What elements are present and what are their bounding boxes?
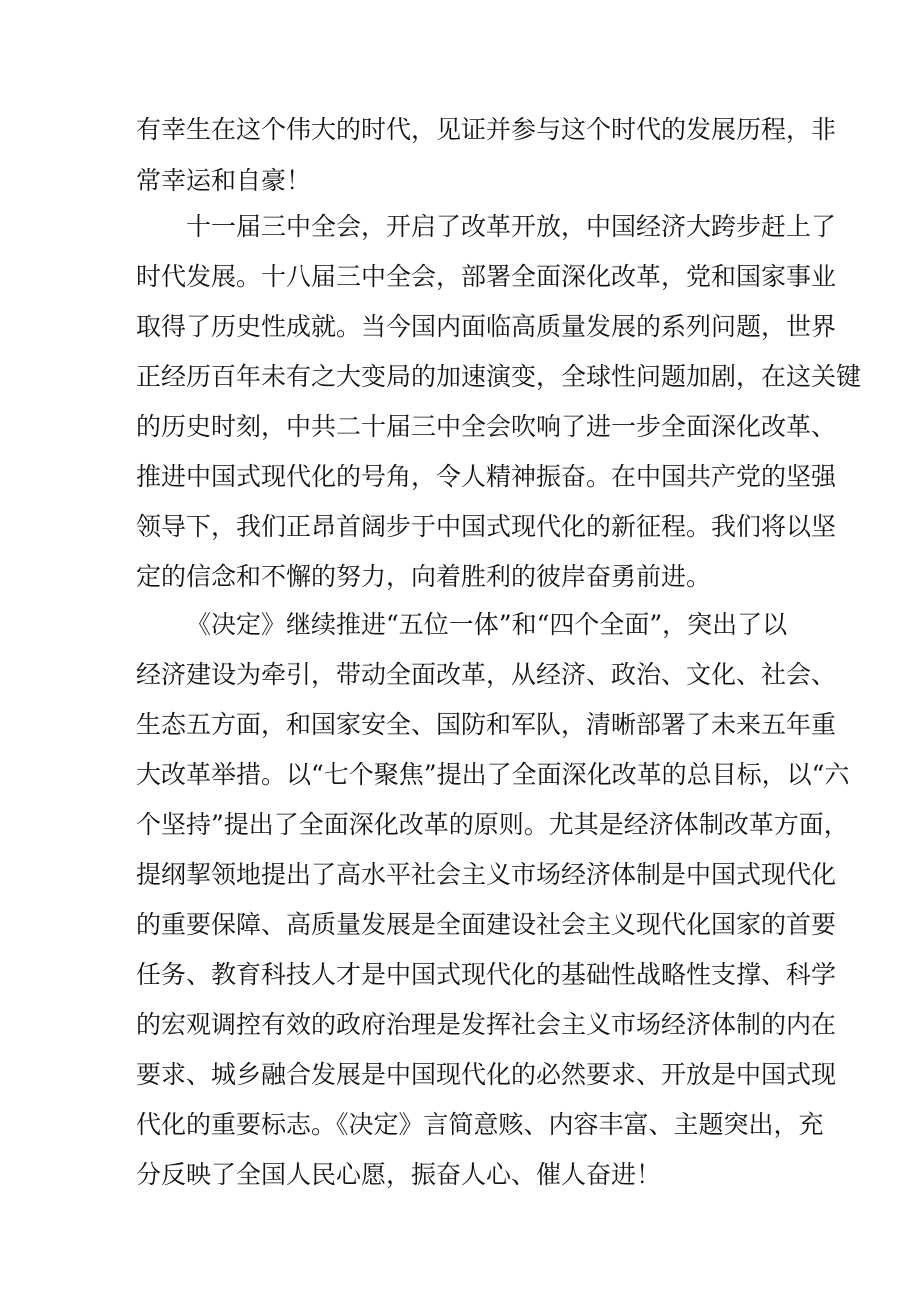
text-line: 的历史时刻，中共二十届三中全会吹响了进一步全面深化改革、 (136, 412, 837, 441)
text-line: 正经历百年未有之大变局的加速演变，全球性问题加剧，在这关键 (136, 362, 862, 391)
text-line: 的重要保障、高质量发展是全面建设社会主义现代化国家的首要 (136, 910, 837, 939)
text-line: 经济建设为牵引，带动全面改革，从经济、政治、文化、社会、 (136, 660, 837, 689)
text-line: 取得了历史性成就。当今国内面临高质量发展的系列问题，世界 (136, 312, 837, 341)
text-line: 个坚持”提出了全面深化改革的原则。尤其是经济体制改革方面， (136, 810, 849, 839)
text-line: 要求、城乡融合发展是中国现代化的必然要求、开放是中国式现 (136, 1060, 837, 1089)
text-line: 常幸运和自豪！ (136, 166, 312, 195)
text-line: 生态五方面，和国家安全、国防和军队，清晰部署了未来五年重 (136, 710, 837, 739)
text-line: 分反映了全国人民心愿，振奋人心、催人奋进！ (136, 1160, 662, 1189)
text-line: 的宏观调控有效的政府治理是发挥社会主义市场经济体制的内在 (136, 1010, 837, 1039)
text-line: 推进中国式现代化的号角，令人精神振奋。在中国共产党的坚强 (136, 462, 837, 491)
text-line: 大改革举措。以“七个聚焦”提出了全面深化改革的总目标，以“六 (136, 760, 850, 789)
text-line: 时代发展。十八届三中全会，部署全面深化改革，党和国家事业 (136, 262, 837, 291)
text-line: 十一届三中全会，开启了改革开放，中国经济大跨步赶上了 (186, 212, 837, 241)
text-line: 任务、教育科技人才是中国式现代化的基础性战略性支撑、科学 (136, 960, 837, 989)
text-line: 有幸生在这个伟大的时代，见证并参与这个时代的发展历程，非 (136, 115, 837, 144)
text-line: 《决定》继续推进“五位一体”和“四个全面”，突出了以 (186, 610, 788, 639)
text-line: 领导下，我们正昂首阔步于中国式现代化的新征程。我们将以坚 (136, 512, 837, 541)
text-line: 定的信念和不懈的努力，向着胜利的彼岸奋勇前进。 (136, 562, 712, 591)
text-line: 提纲挈领地提出了高水平社会主义市场经济体制是中国式现代化 (136, 860, 837, 889)
text-line: 代化的重要标志。《决定》言简意赅、内容丰富、主题突出，充 (136, 1110, 824, 1139)
